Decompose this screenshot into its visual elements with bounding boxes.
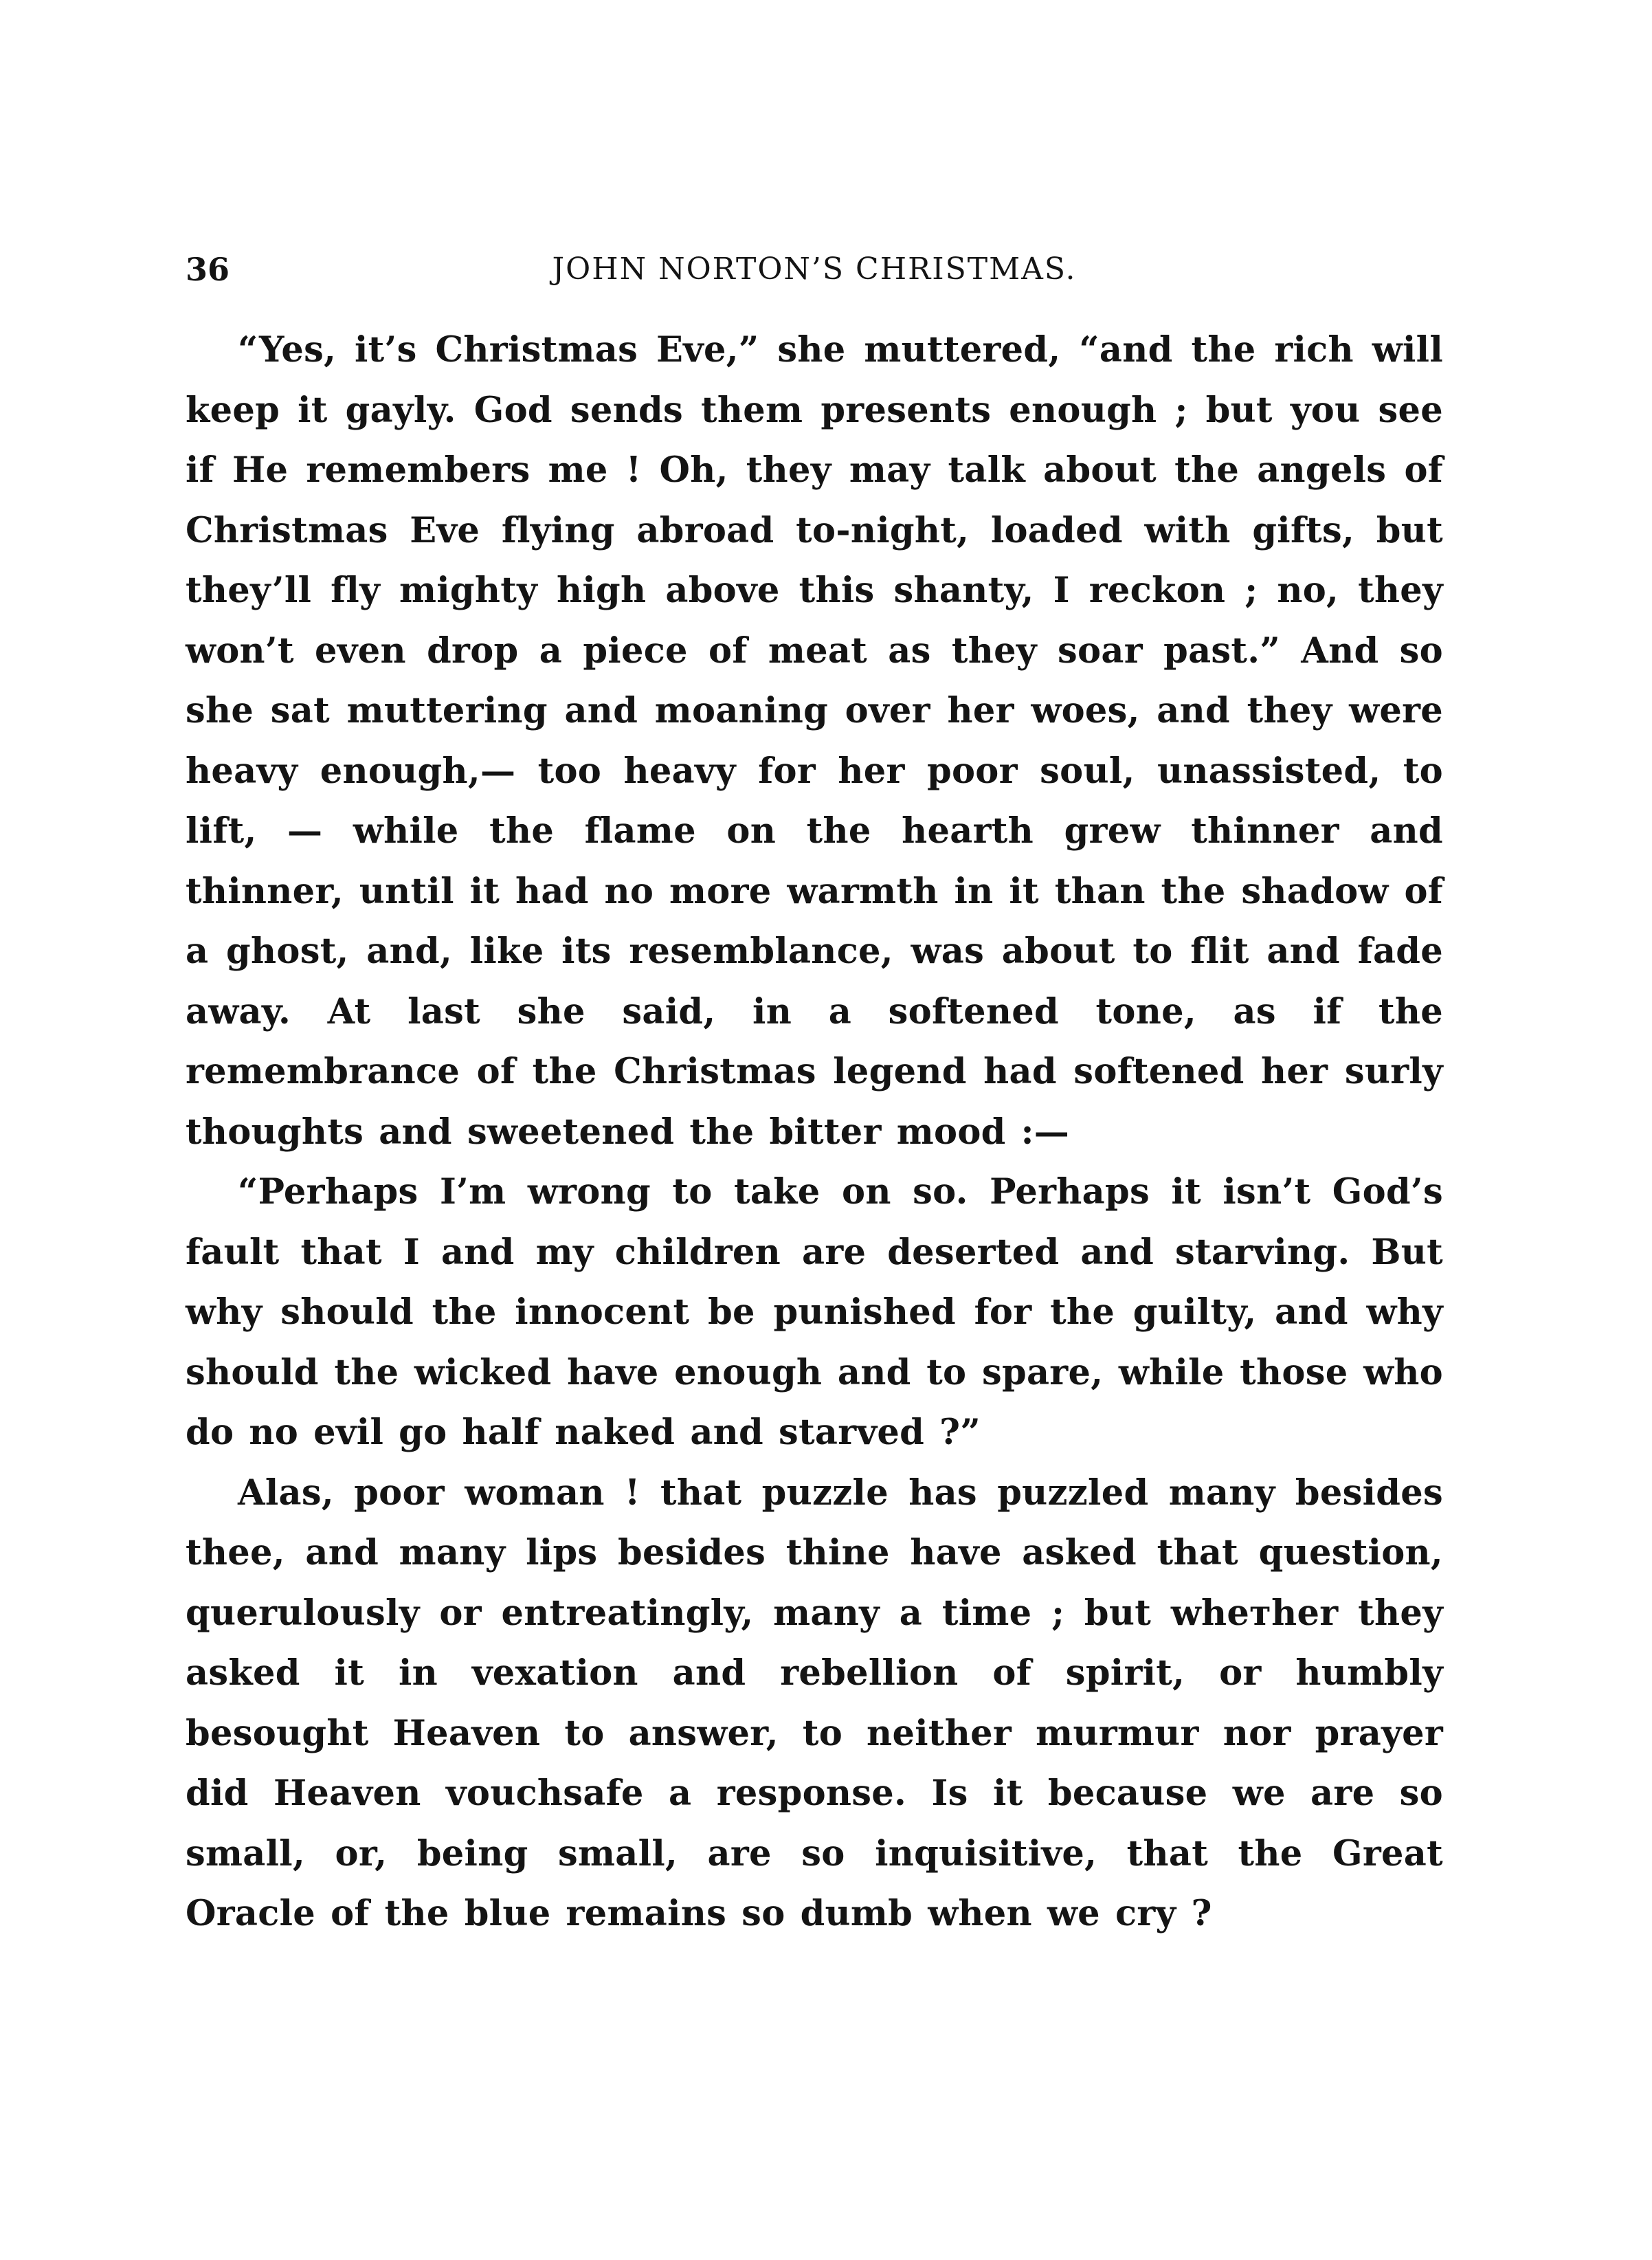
paragraph: “Yes, it’s Christmas Eve,” she muttered, “and the rich will keep it gayly. God sends them presents enough ; but you see if He remembers me ! Oh, they may talk about the angels of Christmas Eve flying abroad to-night, loaded with gifts, but they’ll fly mighty high above this shanty, I reckon ; no, they won’t even drop a piece of meat as they soar past.” And so she sat muttering and moaning over her woes, and they were heavy enough,— too heavy for her poor soul, unassisted, to lift, — while the flame on the hearth grew thinner and thinner, until it had no more warmth in it than the shadow of a ghost, and, like its resemblance, was about to flit and fade away. At last she said, in a softened tone, as if the remembrance of the Christmas legend had softened her surly thoughts and sweetened the bitter mood :— bbox=[186, 329, 1443, 1153]
running-title: JOHN NORTON’S CHRISTMAS. bbox=[552, 252, 1077, 287]
paragraph: Alas, poor woman ! that puzzle has puzzled many besides thee, and many lips besides thine have asked that question, querulously or entreatingly, many a time ; but wheтher they asked it in vexation and rebellion of spirit, or humbly besought Heaven to answer, to neither murmur nor prayer did Heaven vouchsafe a response. Is it because we are so small, or, being small, are so inquisitive, that the Great Oracle of the blue remains so dumb when we cry ? bbox=[186, 1472, 1443, 1934]
paragraph: “Perhaps I’m wrong to take on so. Perhaps it isn’t God’s fault that I and my children are deserted and starving. But why should the innocent be punished for the guilty, and why should the wicked have enough and to spare, while those who do no evil go half naked and starved ?” bbox=[186, 1171, 1443, 1453]
page-number: 36 bbox=[186, 251, 230, 288]
body-text bbox=[186, 320, 1443, 1945]
page-header bbox=[186, 249, 1443, 290]
